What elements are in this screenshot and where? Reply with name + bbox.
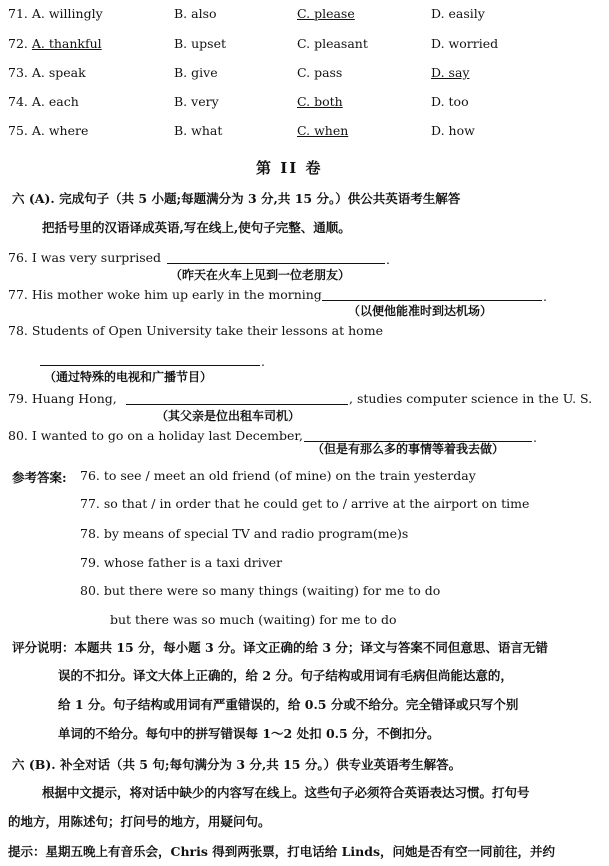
question-number: 79. (8, 391, 28, 406)
choice-number: 75. (8, 123, 28, 138)
option-a-answer: A. thankful (31, 36, 102, 51)
section-title: 第 II 卷 (256, 159, 323, 177)
option-b: B. what (174, 123, 223, 138)
section-b-line-1: 根据中文提示，将对话中缺少的内容写在线上。这些句子必须符合英语表达习惯。打句号 (42, 785, 530, 800)
choice-row-73 (8, 65, 86, 80)
choice-number: 74. (8, 94, 28, 109)
choice-number: 72. (8, 36, 28, 51)
option-d: D. too (431, 94, 469, 109)
answer-76: 76. to see / meet an old friend (of mine) on the train yesterday (80, 468, 476, 483)
option-b: B. give (174, 65, 218, 80)
question-77 (8, 287, 322, 302)
option-c-answer: C. when (297, 123, 349, 138)
scoring-line-1: 评分说明：本题共 15 分，每小题 3 分。译文正确的给 3 分；译文与答案不同但意思、语言无错 (12, 640, 548, 655)
question-number: 77. (8, 287, 28, 302)
option-a: A. willingly (31, 6, 103, 21)
option-a: A. speak (31, 65, 86, 80)
option-d: D. worried (431, 36, 499, 51)
answers-label: 参考答案: (12, 470, 67, 485)
question-78 (8, 323, 383, 338)
sentence-end: . (386, 252, 390, 267)
option-b: B. upset (174, 36, 227, 51)
question-79 (8, 391, 117, 406)
section-a-instruction: 把括号里的汉语译成英语,写在线上,使句子完整、通顺。 (42, 220, 351, 235)
choice-row-75 (8, 123, 88, 138)
answer-78: 78. by means of special TV and radio program(me)s (80, 526, 409, 541)
question-text: I was very surprised (31, 250, 162, 265)
answer-80: 80. but there were so many things (waiting) for me to do (80, 583, 441, 598)
option-c: C. pass (297, 65, 343, 80)
choice-row-71 (8, 6, 103, 21)
option-b: B. also (174, 6, 217, 21)
option-a: A. where (31, 123, 89, 138)
sentence-end: , studies computer science in the U. S. (349, 391, 593, 406)
choice-number: 73. (8, 65, 28, 80)
chinese-hint-76: （昨天在火车上见到一位老朋友） (170, 268, 351, 282)
option-c-answer: C. both (297, 94, 343, 109)
sentence-end: . (261, 354, 265, 369)
option-d-answer: D. say (431, 65, 470, 80)
option-d: D. easily (431, 6, 485, 21)
scoring-line-4: 单词的不给分。每句中的拼写错误每 1～2 处扣 0.5 分，不倒扣分。 (58, 726, 440, 741)
question-text: Huang Hong, (31, 391, 117, 406)
option-c: C. pleasant (297, 36, 368, 51)
scoring-line-3: 给 1 分。句子结构或用词有严重错误的，给 0.5 分或不给分。完全错译或只写个别 (58, 697, 519, 712)
answer-80-alt: but there was so much (waiting) for me to do (110, 612, 397, 627)
answer-blank-79[interactable] (126, 404, 348, 405)
chinese-hint-80: （但是有那么多的事情等着我去做） (312, 442, 505, 456)
choice-row-74 (8, 94, 79, 109)
chinese-hint-77: （以便他能准时到达机场） (348, 304, 493, 318)
chinese-hint-79: （其父亲是位出租车司机） (156, 409, 301, 423)
question-number: 76. (8, 250, 28, 265)
choice-number: 71. (8, 6, 28, 21)
choice-row-72 (8, 36, 102, 51)
question-text: His mother woke him up early in the morning (31, 287, 322, 302)
question-number: 78. (8, 323, 28, 338)
answer-79: 79. whose father is a taxi driver (80, 555, 283, 570)
option-b: B. very (174, 94, 219, 109)
sentence-end: . (543, 289, 547, 304)
question-76 (8, 250, 161, 265)
option-d: D. how (431, 123, 475, 138)
sentence-end: . (533, 430, 537, 445)
question-text: I wanted to go on a holiday last December, (31, 428, 303, 443)
answer-77: 77. so that / in order that he could get to / arrive at the airport on time (80, 496, 530, 511)
section-b-line-2: 的地方，用陈述句；打问号的地方，用疑问句。 (8, 814, 271, 829)
section-b-tip: 提示：星期五晚上有音乐会，Chris 得到两张票，打电话给 Linds，问她是否有空一同前往，并约 (8, 844, 556, 859)
answer-blank-76[interactable] (167, 263, 385, 264)
section-a-heading: 六 (A). 完成句子（共 5 小题;每题满分为 3 分,共 15 分。）供公共英语考生解答 (12, 191, 461, 206)
chinese-hint-78: （通过特殊的电视和广播节目） (44, 370, 213, 384)
question-text: Students of Open University take their lessons at home (31, 323, 383, 338)
question-number: 80. (8, 428, 28, 443)
answer-blank-78[interactable] (40, 365, 260, 366)
scoring-line-2: 误的不扣分。译文大体上正确的，给 2 分。句子结构或用词有毛病但尚能达意的， (58, 668, 513, 683)
option-c-answer: C. please (297, 6, 355, 21)
answer-blank-77[interactable] (322, 300, 542, 301)
section-b-heading: 六 (B). 补全对话（共 5 句;每句满分为 3 分,共 15 分。）供专业英语考生解答。 (12, 757, 462, 772)
option-a: A. each (31, 94, 79, 109)
question-80 (8, 428, 303, 443)
